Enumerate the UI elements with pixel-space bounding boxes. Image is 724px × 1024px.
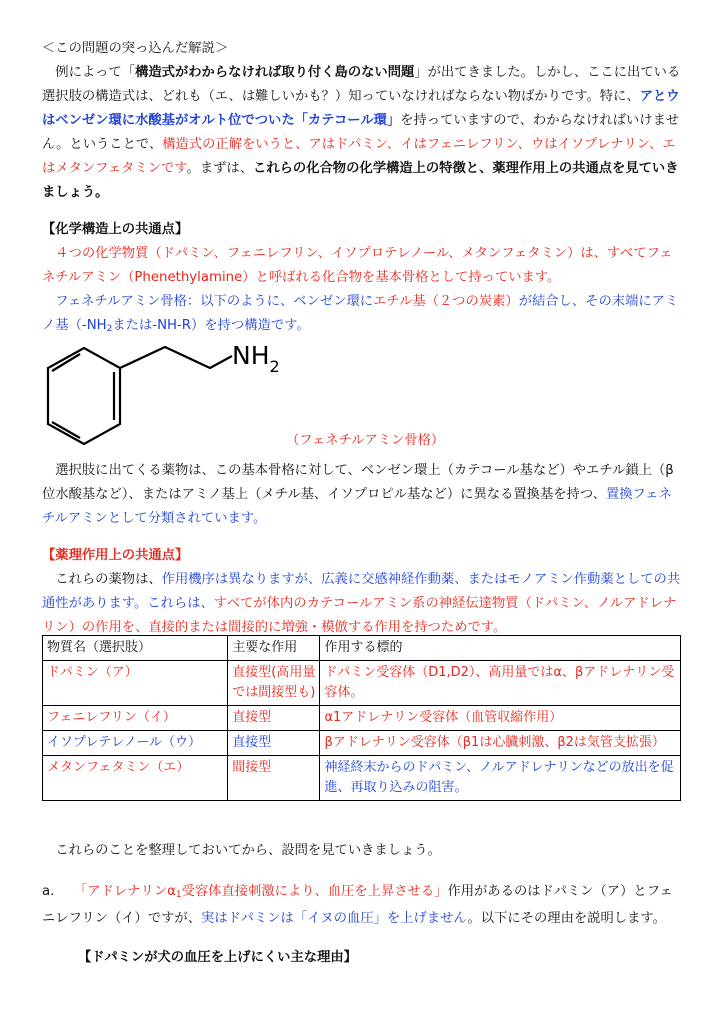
drug-comparison-table [42, 635, 681, 801]
table-cell-name: メタンフェタミン（エ） [43, 756, 228, 801]
table-row [43, 661, 681, 706]
intro-s7: 。まずは、 [186, 161, 254, 176]
intro-s5: を持っていますので、わからなければいけません。ということで、 [42, 113, 680, 152]
section1-p1: ４つの化学物質（ドパミン、フェニレフリン、イソプロテレノール、メタンフェタミン）は、すべてフェネチルアミン（Phenethylamine）と呼ばれる化合物を基本骨格として持っています。 [42, 246, 673, 285]
table-row [43, 731, 681, 756]
table-row [43, 706, 681, 731]
section1-p2a: フェネチルアミン骨格：以下のように、ベンゼン環に [55, 294, 374, 309]
item-a-t1: 「アドレナリンα [74, 884, 176, 899]
table-cell-target: α1アドレナリン受容体（血管収縮作用） [320, 706, 681, 731]
table-cell-action: 直接型(高用量では間接型も) [228, 661, 320, 706]
table-cell-target: βアドレナリン受容体（β1は心臓刺激、β2は気管支拡張） [320, 731, 681, 756]
after-table-text: これらのことを整理しておいてから、設問を見ていきましょう。 [55, 843, 441, 858]
table-cell-target: 神経終末からのドパミン、ノルアドレナリンなどの放出を促進、再取り込みの阻害。 [320, 756, 681, 801]
table-cell-action: 間接型 [228, 756, 320, 801]
intro-s6: 構造式の正解をいうと、アはドパミン、イはフェニレフリン、ウはイソプレナリン、エはメタンフェタミンです [42, 137, 676, 176]
intro-s8: これらの化合物の化学構造上の特徴と、薬理作用上の共通点を見ていきましょう。 [42, 161, 679, 200]
table-cell-name: フェニレフリン（イ） [43, 706, 228, 731]
table-cell-action: 直接型 [228, 731, 320, 756]
table-cell-name: ドパミン（ア） [43, 661, 228, 706]
table-cell-target: ドパミン受容体（D1,D2）、高用量ではα、βアドレナリン受容体。 [320, 661, 681, 706]
intro-s3: 」が出てきました。しかし、ここに出ている選択肢の構造式は、どれも（エ、は難しいかも？）知っていなければならない物ばかりです。特に、 [42, 65, 681, 104]
section1-p3b: 置換フェネチルアミンとして分類されています。 [42, 487, 672, 526]
heading: ＜この問題の突っ込んだ解説＞ [42, 41, 229, 56]
section1-p2d: または-NH-R）を持つ構造です。 [112, 318, 310, 333]
section2-p1d: すべてが体内のカテコールアミン系の神経伝達物質（ドパミン、ノルアドレナリン）の作用を、直接的または間接的に増強・模倣する作用を持つためです。 [42, 596, 677, 635]
intro-s1: 例によって「 [55, 65, 136, 80]
item-a-t4: 実はドパミンは「イヌの血圧」を上げません [201, 911, 468, 926]
section1-p2b: エチル基（２つの炭素） [373, 294, 519, 309]
item-a-t2: 受容体直接刺激により、血圧を上昇させる」 [181, 884, 448, 899]
item-a-t3: 作用があるのはドパミン（ア）とフェニレフリン（イ）ですが、 [42, 884, 673, 926]
table-header: 主要な作用 [228, 636, 320, 661]
ethyl-chain [120, 347, 232, 368]
section1-p3a: 選択肢に出てくる薬物は、この基本骨格に対して、ベンゼン環上（カテコール基など）やエチル鎖上（β位水酸基など）、またはアミノ基上（メチル基、イソプロピル基など）に異なる置換基を持つ、 [42, 463, 674, 502]
item-a [42, 880, 682, 931]
section1-p2sub: 2 [106, 324, 113, 334]
table-header-row [43, 636, 681, 661]
benzene-ring [48, 348, 120, 444]
structure-caption: （フェネチルアミン骨格） [286, 433, 445, 448]
item-a-t1sub: 1 [175, 890, 182, 900]
section2-p1c: これらは、 [147, 596, 214, 611]
item-a-label: a. [42, 884, 55, 899]
table-header: 物質名（選択肢） [43, 636, 228, 661]
table-row [43, 756, 681, 801]
table-cell-action: 直接型 [228, 706, 320, 731]
table-header: 作用する標的 [320, 636, 681, 661]
nh2-label: $NH_2$ [232, 341, 280, 376]
item-a-subhead: 【ドパミンが犬の血圧を上げにくい主な理由】 [78, 950, 357, 965]
section1-title: 【化学構造上の共通点】 [42, 222, 189, 237]
section2-p1a: これらの薬物は、 [55, 572, 162, 587]
section2-p1b: 作用機序は異なりますが、広義に交感神経作動薬、またはモノアミン作動薬としての共通性があります。 [42, 572, 681, 611]
section2-p1 [42, 568, 682, 640]
intro-paragraph [42, 61, 682, 205]
section1-p2c: が結合し、その末端にアミノ基（-NH [42, 294, 679, 333]
intro-s2: 構造式がわからなければ取り付く島のない問題 [135, 65, 415, 80]
section2-title: 【薬理作用上の共通点】 [42, 548, 189, 563]
item-a-t5: 。以下にその理由を説明します。 [467, 911, 666, 926]
section1-p3 [42, 459, 682, 531]
table-cell-name: イソプレテレノール（ウ） [43, 731, 228, 756]
intro-s4: アとウはベンゼン環に水酸基がオルト位でついた「カテコール環」 [42, 89, 680, 128]
